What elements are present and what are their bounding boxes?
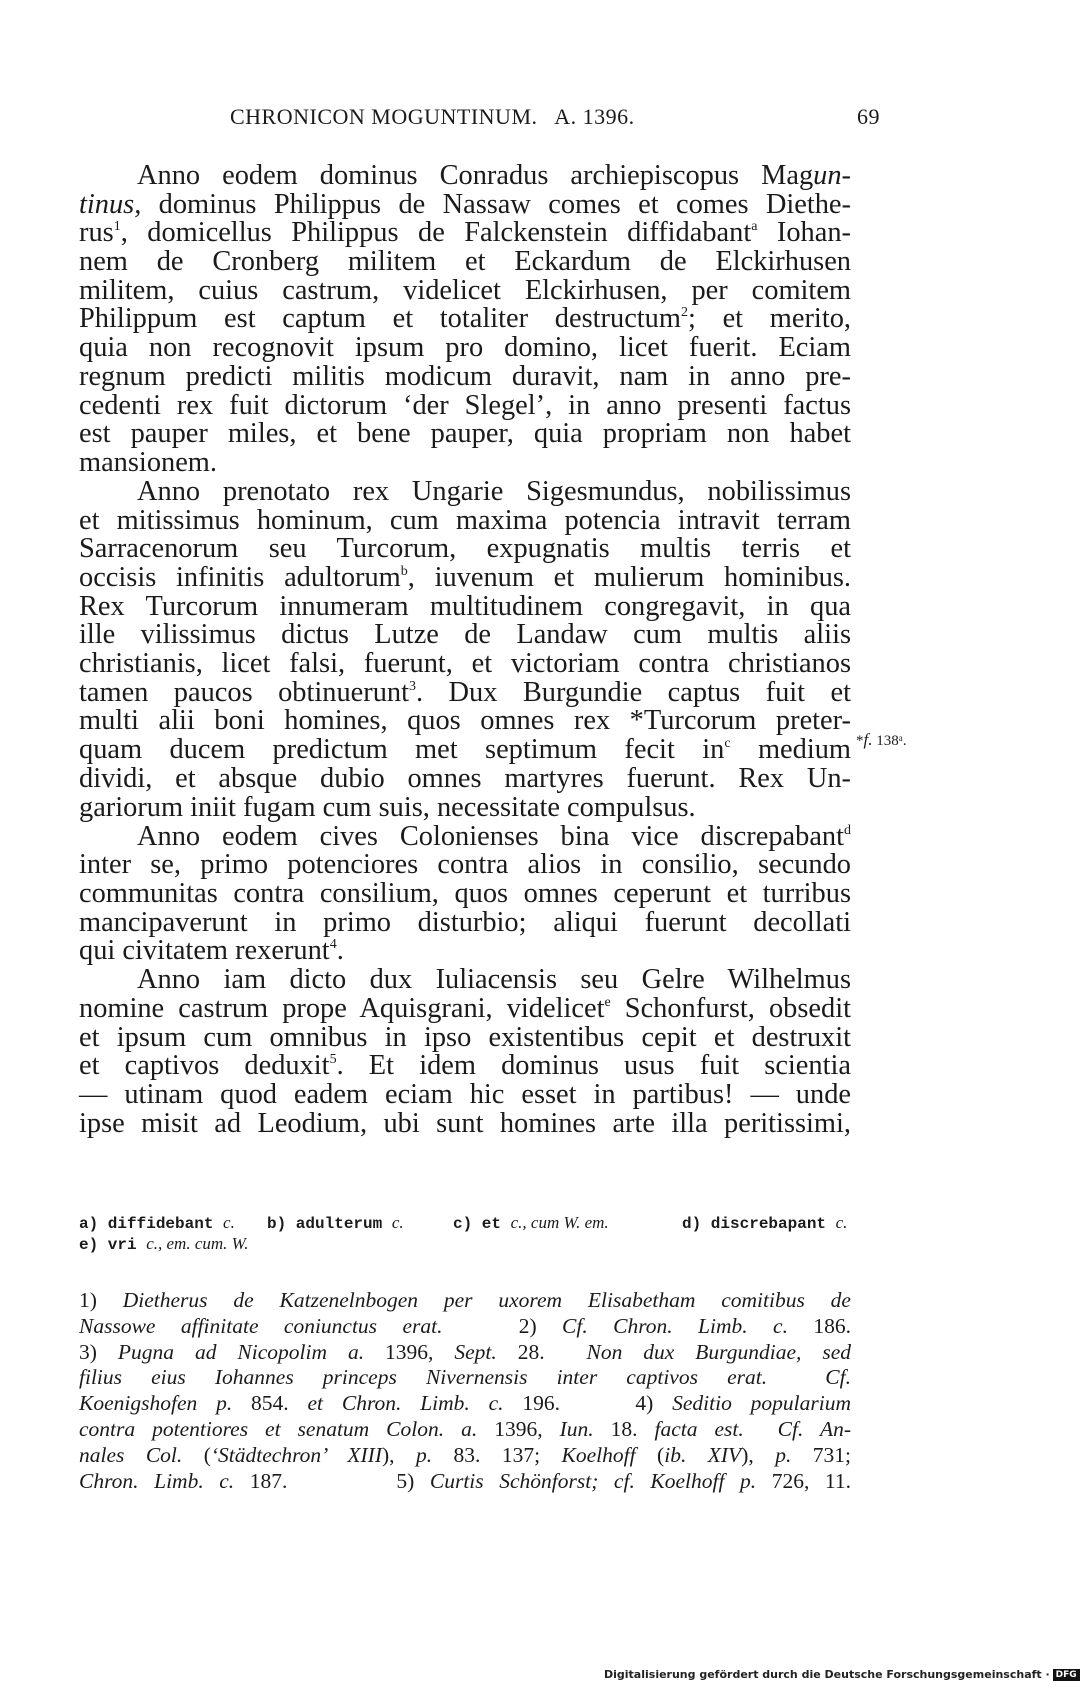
paragraph-1	[79, 162, 851, 478]
text-line: inter se, primo potenciores contra alios in consilio, secundo	[79, 849, 851, 881]
apparatus-note-e: e) vri c., em. cum. W.	[79, 1234, 249, 1254]
apparatus-note-c: c) et c., cum W. em.	[453, 1213, 609, 1233]
paragraph-2	[79, 475, 851, 823]
page-number: 69	[857, 104, 880, 129]
text-line: et ipsum cum omnibus in ipso existentibus cepit et destruxit	[79, 1021, 851, 1053]
apparatus-note-b: b) adulterum c.	[267, 1213, 404, 1233]
digitization-credit	[604, 1668, 1080, 1681]
commentary-notes	[79, 1288, 851, 1494]
commentary-line: 3) Pugna ad Nicopolim a. 1396, Sept. 28. Non dux Burgundiae, sed	[79, 1339, 851, 1364]
margin-folio-label: f.	[863, 730, 873, 749]
text-line: mancipaverunt in primo disturbio; aliqui fuerunt decollati	[79, 906, 851, 938]
credit-text: Digitalisierung gefördert durch die Deutsche Forschungsgemeinschaft ·	[604, 1668, 1050, 1681]
critical-apparatus	[79, 1212, 851, 1254]
margin-folio-note	[856, 730, 907, 750]
text-line: Anno prenotato rex Ungarie Sigesmundus, nobilissimus	[137, 475, 851, 507]
running-header	[230, 104, 880, 134]
text-line: quia non recognovit ipsum pro domino, licet fuerit. Eciam	[79, 332, 851, 364]
text-line: militem, cuius castrum, videlicet Elckirhusen, per comitem	[79, 274, 851, 306]
running-title: CHRONICON MOGUNTINUM. A. 1396.	[230, 104, 635, 129]
text-line: tamen paucos obtinuerunt$^3$. Dux Burgundie captus fuit et	[79, 676, 851, 708]
text-line: nomine castrum prope Aquisgrani, videlicet$^e$ Schonfurst, obsedit	[79, 993, 851, 1025]
paragraph-3	[79, 820, 851, 967]
main-text	[79, 162, 851, 1139]
commentary-line: Nassowe affinitate coniunctus erat. 2) Cf. Chron. Limb. c. 186.	[79, 1313, 851, 1338]
text-line: tinus, dominus Philippus de Nassaw comes et comes Diethe-	[79, 188, 851, 220]
text-line: Anno eodem dominus Conradus archiepiscopus Magun-	[137, 160, 851, 191]
apparatus-note-d: d) discrebapant c.	[682, 1213, 848, 1233]
text-line: et mitissimus hominum, cum maxima potencia intravit terram	[79, 504, 851, 536]
apparatus-row	[79, 1233, 851, 1254]
text-line: quam ducem predictum met septimum fecit $in^c$ medium	[79, 734, 851, 766]
margin-folio-number: 138ᵃ.	[876, 733, 907, 749]
margin-star: *	[856, 733, 864, 749]
text-line: est pauper miles, et bene pauper, quia propriam non habet	[79, 418, 851, 450]
commentary-line: Chron. Limb. c. 187. 5) Curtis Schönforst; cf. Koelhoff p. 726, 11.	[79, 1468, 851, 1493]
text-line: qui civitatem rexerunt$^4$.	[79, 935, 344, 967]
commentary-line: contra potentiores et senatum Colon. a. 1396, Iun. 18. facta est. Cf. An-	[79, 1416, 851, 1441]
text-line: communitas contra consilium, quos omnes ceperunt et turribus	[79, 877, 851, 909]
text-line: Anno iam dicto dux Iuliacensis seu Gelre Wilhelmus	[137, 964, 851, 996]
text-line: Anno eodem cives Colonienses bina vice discrepabant$^d$	[137, 820, 851, 852]
text-line: Sarracenorum seu Turcorum, expugnatis multis terris et	[79, 533, 851, 565]
apparatus-row	[79, 1212, 851, 1233]
text-line: regnum predicti militis modicum duravit, nam in anno pre-	[79, 360, 851, 392]
text-line: nem de Cronberg militem et Eckardum de Elckirhusen	[79, 246, 851, 278]
text-line: mansionem.	[79, 446, 217, 478]
apparatus-note-a: a) diffidebant c.	[79, 1213, 235, 1233]
commentary-line: 1) Dietherus de Katzenelnbogen per uxorem Elisabetham comitibus de	[79, 1288, 851, 1312]
text-line: ipse misit ad Leodium, ubi sunt homines arte illa peritissimi,	[79, 1107, 851, 1139]
text-line: dividi, et absque dubio omnes martyres fuerunt. Rex Un-	[79, 762, 851, 794]
text-line: gariorum iniit fugam cum suis, necessitate compulsus.	[79, 791, 696, 823]
text-line: Rex Turcorum innumeram multitudinem congregavit, in qua	[79, 590, 851, 622]
text-line: christianis, licet falsi, fuerunt, et victoriam contra christianos	[79, 648, 851, 680]
text-line: Philippum est captum et totaliter destructum$^2$; et merito,	[79, 303, 851, 335]
text-line: rus$^1$, domicellus Philippus de Falckenstein diffidabant$^a$ Iohan-	[79, 217, 851, 249]
commentary-line: Koenigshofen p. 854. et Chron. Limb. c. 196. 4) Seditio popularium	[79, 1391, 851, 1416]
text-line: ille vilissimus dictus Lutze de Landaw cum multis aliis	[79, 619, 851, 651]
commentary-line: nales Col. (‘Städtechron’ XIII), p. 83. 137; Koelhoff (ib. XIV), p. 731;	[79, 1442, 851, 1467]
text-line: occisis infinitis adultorum$^b$, iuvenum et mulierum hominibus.	[79, 562, 851, 594]
commentary-line: filius eius Iohannes princeps Nivernensis inter captivos erat. Cf.	[79, 1365, 851, 1390]
text-line: — utinam quod eadem eciam hic esset in partibus! — unde	[79, 1079, 851, 1111]
text-line: et captivos deduxit$^5$. Et idem dominus usus fuit scientia	[79, 1050, 851, 1082]
dfg-logo: DFG	[1053, 1669, 1080, 1681]
paragraph-4	[79, 966, 851, 1138]
text-line: multi alii boni homines, quos omnes rex *Turcorum preter-	[79, 705, 851, 737]
text-line: cedenti rex fuit dictorum ‘der Slegel’, in anno presenti factus	[79, 389, 851, 421]
